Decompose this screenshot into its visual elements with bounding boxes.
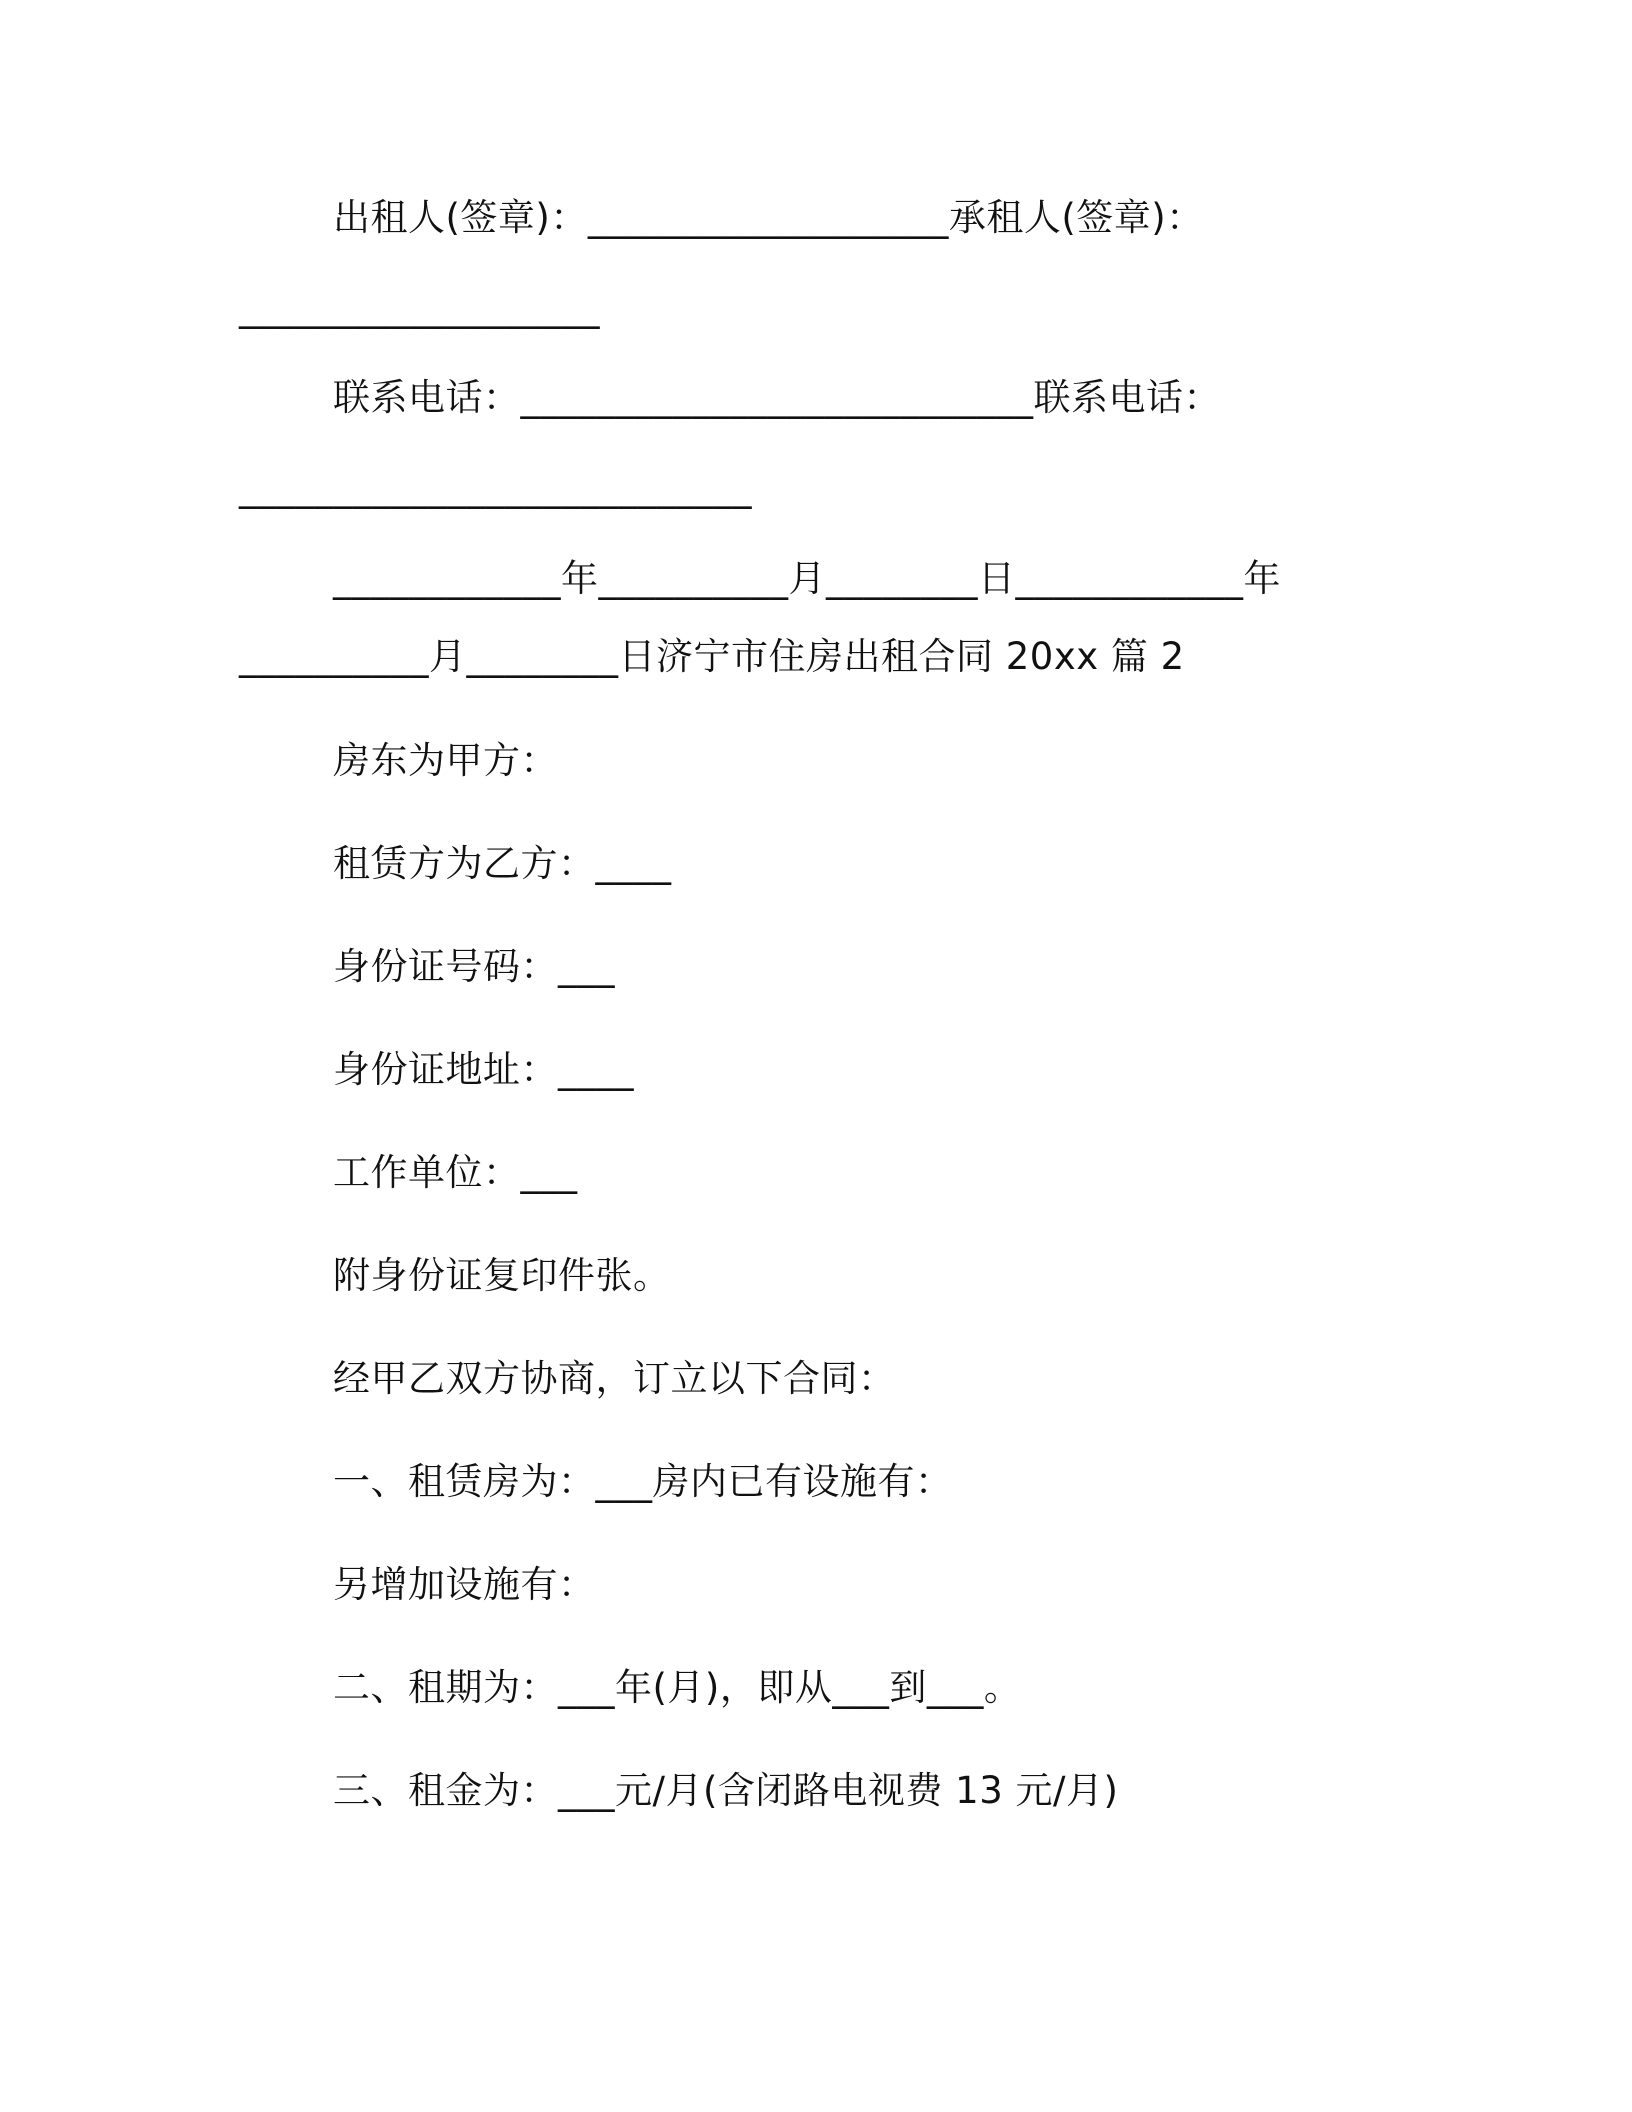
clause-one-line: 一、租赁房为：___房内已有设施有： <box>333 1460 953 1503</box>
id-address-line: 身份证地址：____ <box>333 1048 634 1091</box>
clause-two-line: 二、租期为：___年(月)，即从___到___。 <box>333 1666 1022 1709</box>
landlord-party-line: 房东为甲方： <box>333 739 558 782</box>
employer-line: 工作单位：___ <box>333 1151 578 1194</box>
phone-line-continued: ___________________________ <box>239 466 752 509</box>
agreement-intro-line: 经甲乙双方协商，订立以下合同： <box>333 1357 896 1400</box>
signature-line: 出租人(签章)：___________________承租人(签章)： <box>333 196 1204 239</box>
signature-line-continued: ___________________ <box>239 286 600 329</box>
phone-line: 联系电话：___________________________联系电话： <box>333 376 1221 419</box>
tenant-party-line: 租赁方为乙方：____ <box>333 842 672 885</box>
clause-three-line: 三、租金为：___元/月(含闭路电视费 13 元/月) <box>333 1769 1119 1812</box>
date-line: ____________年__________月________日____________年 <box>333 557 1281 600</box>
date-line-continued-with-title: __________月________日济宁市住房出租合同 20xx 篇 2 <box>239 635 1185 678</box>
id-number-line: 身份证号码：___ <box>333 945 615 988</box>
additional-facilities-line: 另增加设施有： <box>333 1563 596 1606</box>
id-copy-line: 附身份证复印件张。 <box>333 1254 671 1297</box>
